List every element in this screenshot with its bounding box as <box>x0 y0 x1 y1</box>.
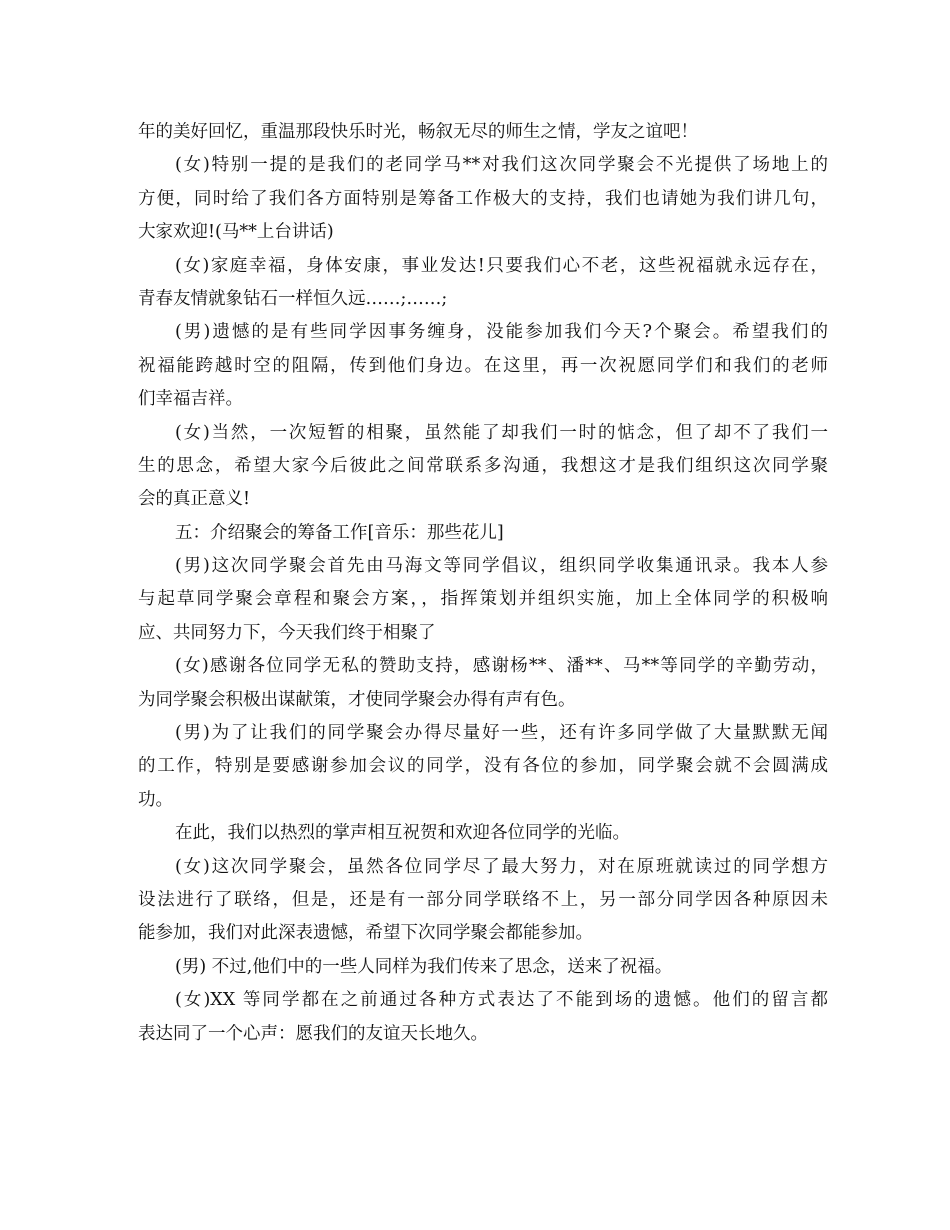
text-line: 青春友情就象钻石一样恒久远……;……; <box>138 288 448 309</box>
text-line: (女)特别一提的是我们的老同学马**对我们这次同学聚会不光提供了场地上的 <box>175 155 828 176</box>
text-line: 与起草同学聚会章程和聚会方案，，指挥策划并组织实施，加上全体同学的积极响 <box>138 589 828 610</box>
text-line: 功。 <box>138 789 173 810</box>
text-line: (女)家庭幸福，身体安康，事业发达!只要我们心不老，这些祝福就永远存在， <box>175 255 828 276</box>
text-line: (男) 不过,他们中的一些人同样为我们传来了思念，送来了祝福。 <box>175 956 673 977</box>
text-line: (男)遗憾的是有些同学因事务缠身，没能参加我们今天?个聚会。希望我们的 <box>175 322 828 343</box>
text-line: (女)这次同学聚会，虽然各位同学尽了最大努力，对在原班就读过的同学想方 <box>175 856 828 877</box>
text-line: 方便，同时给了我们各方面特别是筹备工作极大的支持，我们也请她为我们讲几句， <box>138 188 828 209</box>
text-line: (男)为了让我们的同学聚会办得尽量好一些，还有许多同学做了大量默默无闻 <box>175 723 828 744</box>
text-line: (女)当然，一次短暂的相聚，虽然能了却我们一时的惦念，但了却不了我们一 <box>175 422 828 443</box>
text-line: 会的真正意义! <box>138 489 251 510</box>
text-line: 年的美好回忆，重温那段快乐时光，畅叙无尽的师生之情，学友之谊吧！ <box>138 122 698 142</box>
text-line: 大家欢迎!(马**上台讲话) <box>138 222 334 243</box>
text-line: 祝福能跨越时空的阻隔，传到他们身边。在这里，再一次祝愿同学们和我们的老师 <box>138 355 828 376</box>
text-line: 表达同了一个心声：愿我们的友谊天长地久。 <box>138 1023 488 1044</box>
text-line: 五：介绍聚会的筹备工作[音乐：那些花儿] <box>175 522 504 543</box>
text-line: 们幸福吉祥。 <box>138 389 243 410</box>
text-line: 能参加，我们对此深表遗憾，希望下次同学聚会都能参加。 <box>138 923 593 944</box>
text-line: (女)XX 等同学都在之前通过各种方式表达了不能到场的遗憾。他们的留言都 <box>175 990 828 1011</box>
text-line: 的工作，特别是要感谢参加会议的同学，没有各位的参加，同学聚会就不会圆满成 <box>138 756 828 777</box>
text-line: 在此，我们以热烈的掌声相互祝贺和欢迎各位同学的光临。 <box>175 823 630 844</box>
text-line: (女)感谢各位同学无私的赞助支持，感谢杨**、潘**、马**等同学的辛勤劳动， <box>175 656 828 677</box>
text-line: (男)这次同学聚会首先由马海文等同学倡议，组织同学收集通讯录。我本人参 <box>175 556 828 577</box>
text-line: 为同学聚会积极出谋献策，才使同学聚会办得有声有色。 <box>138 689 576 710</box>
text-line: 设法进行了联络，但是，还是有一部分同学联络不上，另一部分同学因各种原因未 <box>138 889 828 910</box>
document-body <box>138 116 828 1051</box>
text-line: 应、共同努力下，今天我们终于相聚了 <box>138 622 436 643</box>
text-line: 生的思念，希望大家今后彼此之间常联系多沟通，我想这才是我们组织这次同学聚 <box>138 455 828 476</box>
